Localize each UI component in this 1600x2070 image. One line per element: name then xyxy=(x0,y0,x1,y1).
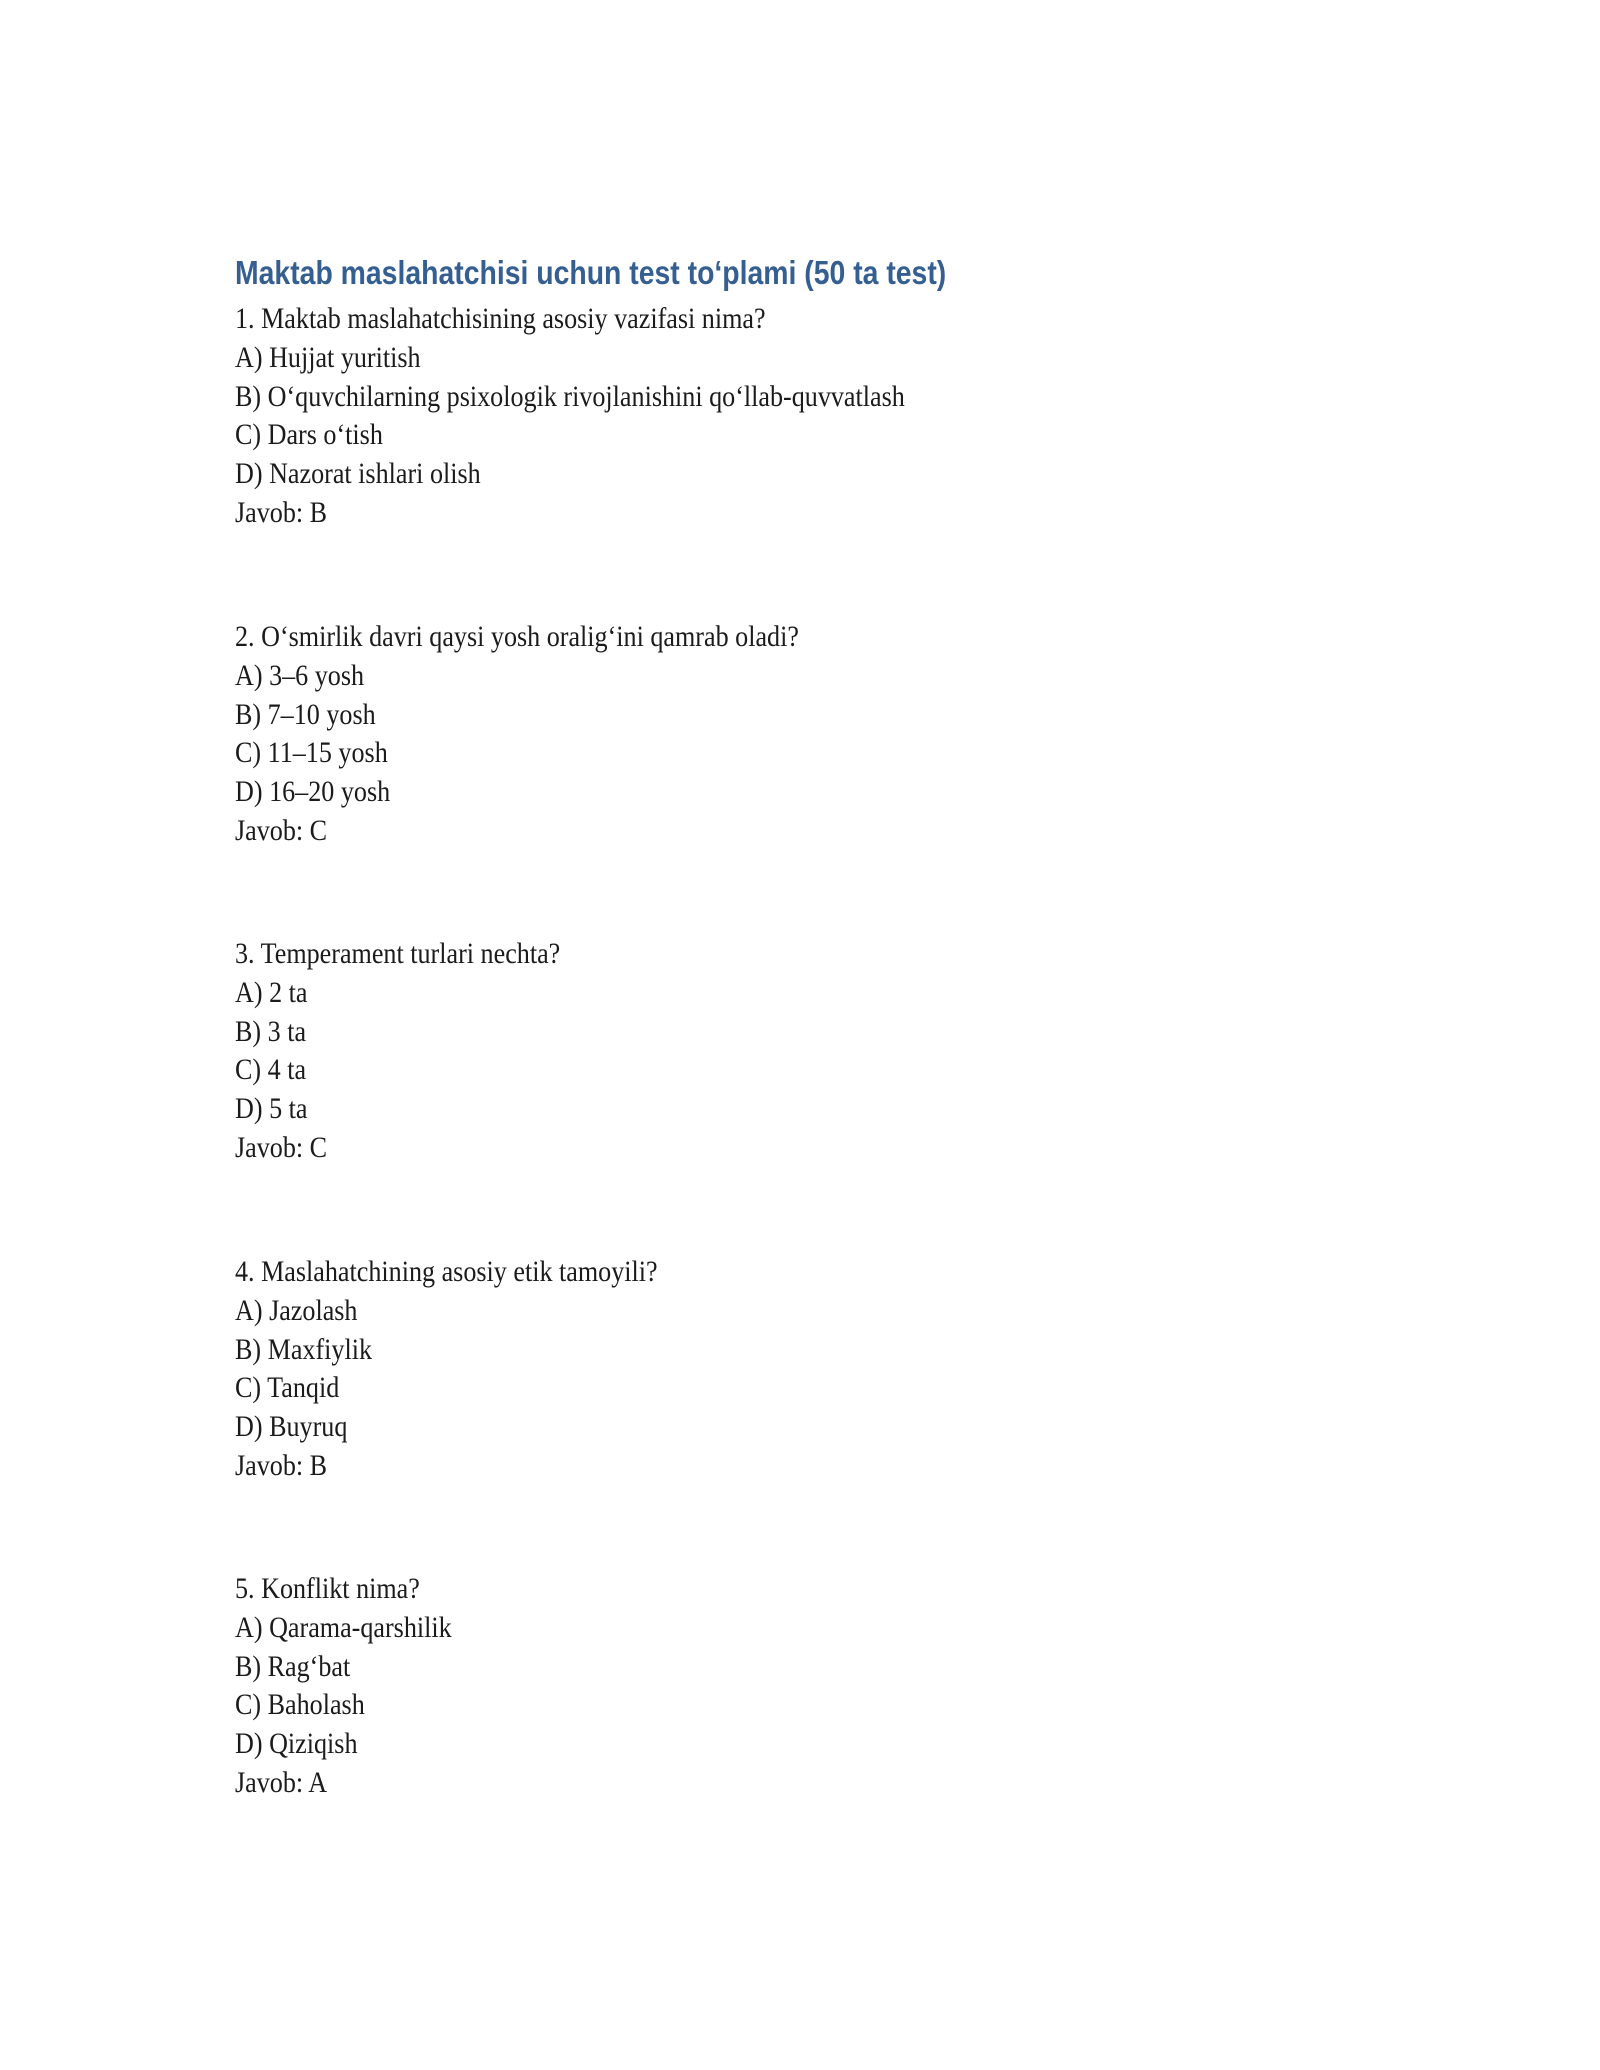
question-text: 2. Oʻsmirlik davri qaysi yosh oraligʻini qamrab oladi? xyxy=(235,620,799,653)
question-text: 1. Maktab maslahatchisining asosiy vazifasi nima? xyxy=(235,302,766,335)
option-d: D) Nazorat ishlari olish xyxy=(235,457,481,491)
answer-text: Javob: C xyxy=(235,1130,328,1164)
option-d: D) 16–20 yosh xyxy=(235,775,391,809)
answer-text: Javob: B xyxy=(235,495,328,529)
option-c: C) Dars oʻtish xyxy=(235,418,383,452)
option-a: A) Qarama-qarshilik xyxy=(235,1610,452,1644)
option-a: A) Jazolash xyxy=(235,1293,358,1327)
option-c: C) 4 ta xyxy=(235,1053,307,1087)
option-d: D) Buyruq xyxy=(235,1410,348,1444)
question-text: 4. Maslahatchining asosiy etik tamoyili? xyxy=(235,1255,658,1288)
question-block xyxy=(235,300,905,533)
answer-text: Javob: B xyxy=(235,1448,328,1482)
question-block xyxy=(235,618,799,851)
option-a: A) 3–6 yosh xyxy=(235,658,365,692)
option-a: A) Hujjat yuritish xyxy=(235,340,421,374)
page-title: Maktab maslahatchisi uchun test toʻplami (50 ta test) xyxy=(235,254,947,291)
option-b: B) 7–10 yosh xyxy=(235,697,376,731)
question-block xyxy=(235,1570,452,1803)
option-c: C) 11–15 yosh xyxy=(235,736,388,770)
answer-text: Javob: A xyxy=(235,1765,328,1799)
question-text: 3. Temperament turlari nechta? xyxy=(235,937,561,970)
option-b: B) Oʻquvchilarning psixologik rivojlanishini qoʻllab-quvvatlash xyxy=(235,379,905,413)
question-text: 5. Konflikt nima? xyxy=(235,1572,420,1605)
question-block xyxy=(235,935,560,1168)
option-c: C) Tanqid xyxy=(235,1371,340,1405)
option-b: B) Maxfiylik xyxy=(235,1332,373,1366)
option-d: D) 5 ta xyxy=(235,1092,308,1126)
option-a: A) 2 ta xyxy=(235,975,308,1009)
option-c: C) Baholash xyxy=(235,1688,365,1722)
option-d: D) Qiziqish xyxy=(235,1727,358,1761)
answer-text: Javob: C xyxy=(235,813,328,847)
question-block xyxy=(235,1253,658,1486)
option-b: B) 3 ta xyxy=(235,1014,307,1048)
option-b: B) Ragʻbat xyxy=(235,1649,351,1683)
